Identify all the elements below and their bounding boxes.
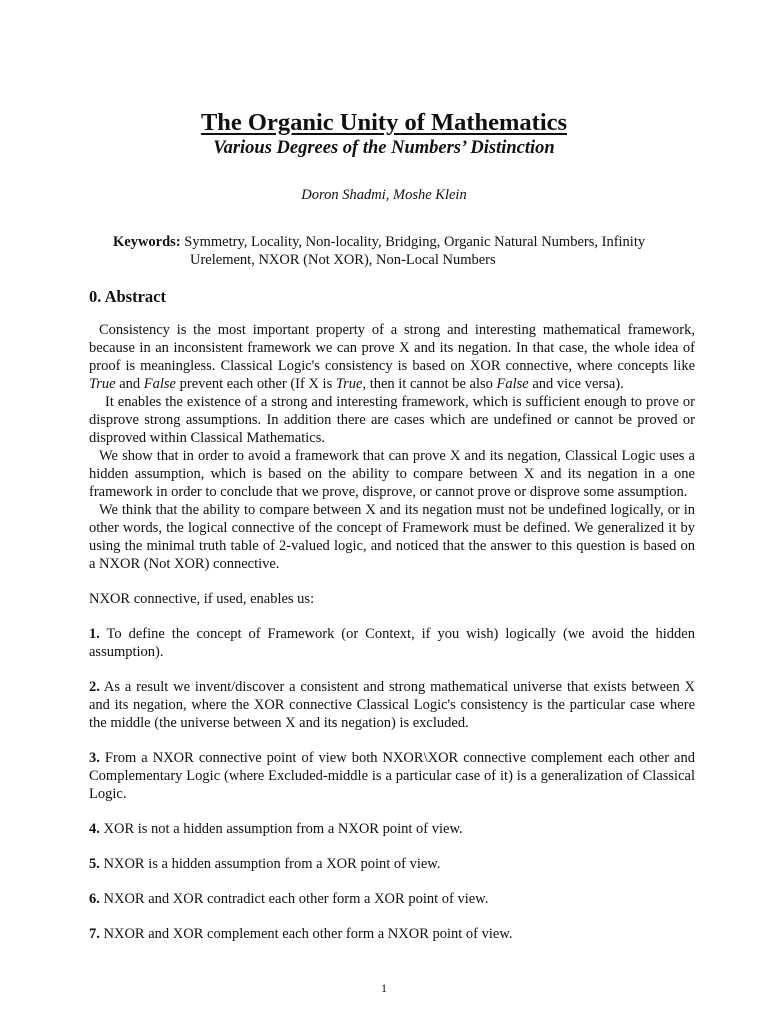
p1-true-1: True: [89, 376, 116, 392]
list-item: [89, 749, 695, 803]
list-item-number: 5.: [89, 856, 100, 872]
list-item: [89, 855, 695, 873]
list-item: [89, 820, 695, 838]
p1-text-b: and: [115, 376, 144, 392]
abstract-paragraph-3: We show that in order to avoid a framework that can prove X and its negation, Classical Logic uses a hidden assumption, which is based on the ability to compare between X and its negation in a one framework in order to conclude that we prove, disprove, or cannot prove or disprove some assumption.: [89, 448, 695, 500]
p1-text-c: prevent each other (If X is: [176, 376, 336, 392]
list-item-text: To define the concept of Framework (or Context, if you wish) logically (we avoid the hidden assumption).: [89, 626, 695, 660]
list-item-text: As a result we invent/discover a consistent and strong mathematical universe that exists between X and its negation, where the XOR connective Classical Logic's consistency is the particular case where the middle (the universe between X and its negation) is excluded.: [89, 679, 695, 731]
list-item-text: NXOR and XOR complement each other form a NXOR point of view.: [99, 926, 513, 942]
abstract-paragraph-2: It enables the existence of a strong and interesting framework, which is sufficient enough to prove or disprove strong assumptions. In addition there are cases which are undefined or cannot be proved or disproved within Classical Mathematics.: [89, 394, 695, 446]
abstract-paragraph-1: [89, 321, 695, 393]
p1-true-2: True: [335, 376, 363, 392]
list-item-number: 2.: [89, 679, 100, 695]
paper-subtitle: Various Degrees of the Numbers’ Distinction: [213, 138, 555, 158]
list-item-text: From a NXOR connective point of view both NXOR\XOR connective complement each other and Complementary Logic (where Excluded-middle is a particular case of it) is a generalization of Classical Logic.: [89, 750, 695, 802]
list-item-number: 3.: [89, 750, 100, 766]
keywords-label: Keywords:: [113, 234, 181, 250]
list-item: [89, 625, 695, 661]
list-item-text: NXOR and XOR contradict each other form a XOR point of view.: [99, 891, 489, 907]
abstract-paragraph-4: We think that the ability to compare between X and its negation must not be undefined logically, or in other words, the logical connective of the concept of Framework must be defined. We generalized it by using the minimal truth table of 2-valued logic, and noticed that the answer to this question is based on a NXOR (Not XOR) connective.: [89, 502, 695, 572]
paper-authors: Doron Shadmi, Moshe Klein: [301, 187, 467, 203]
page-number: 1: [381, 981, 387, 995]
list-item-number: 4.: [89, 821, 100, 837]
list-item-text: XOR is not a hidden assumption from a NXOR point of view.: [99, 821, 463, 837]
list-item-number: 6.: [89, 891, 100, 907]
keywords-block: [113, 234, 673, 269]
p1-false-2: False: [496, 376, 529, 392]
list-item-text: NXOR is a hidden assumption from a XOR point of view.: [99, 856, 441, 872]
list-item-number: 7.: [89, 926, 100, 942]
keywords-text-1: Symmetry, Locality, Non-locality, Bridging, Organic Natural Numbers, Infinity: [184, 234, 646, 250]
p1-false-1: False: [143, 376, 176, 392]
abstract-heading: 0. Abstract: [89, 287, 166, 306]
keywords-line-1: [113, 234, 673, 252]
p1-text-e: and vice versa).: [528, 376, 624, 392]
paper-title: The Organic Unity of Mathematics: [200, 109, 568, 136]
list-item: [89, 890, 695, 908]
p1-text-a: Consistency is the most important property of a strong and interesting mathematical framework, because in an inconsistent framework we can prove X and its negation. In that case, the whole idea of proof is meaningless. Classical Logic's consistency is based on XOR connective, where concepts like: [89, 322, 695, 374]
nxor-intro: NXOR connective, if used, enables us:: [89, 591, 315, 607]
p1-text-d: , then it cannot be also: [362, 376, 497, 392]
list-item: [89, 925, 695, 943]
keywords-line-2: Urelement, NXOR (Not XOR), Non-Local Numbers: [190, 251, 496, 268]
list-item-number: 1.: [89, 626, 100, 642]
list-item: [89, 678, 695, 732]
abstract-body: [89, 321, 695, 943]
